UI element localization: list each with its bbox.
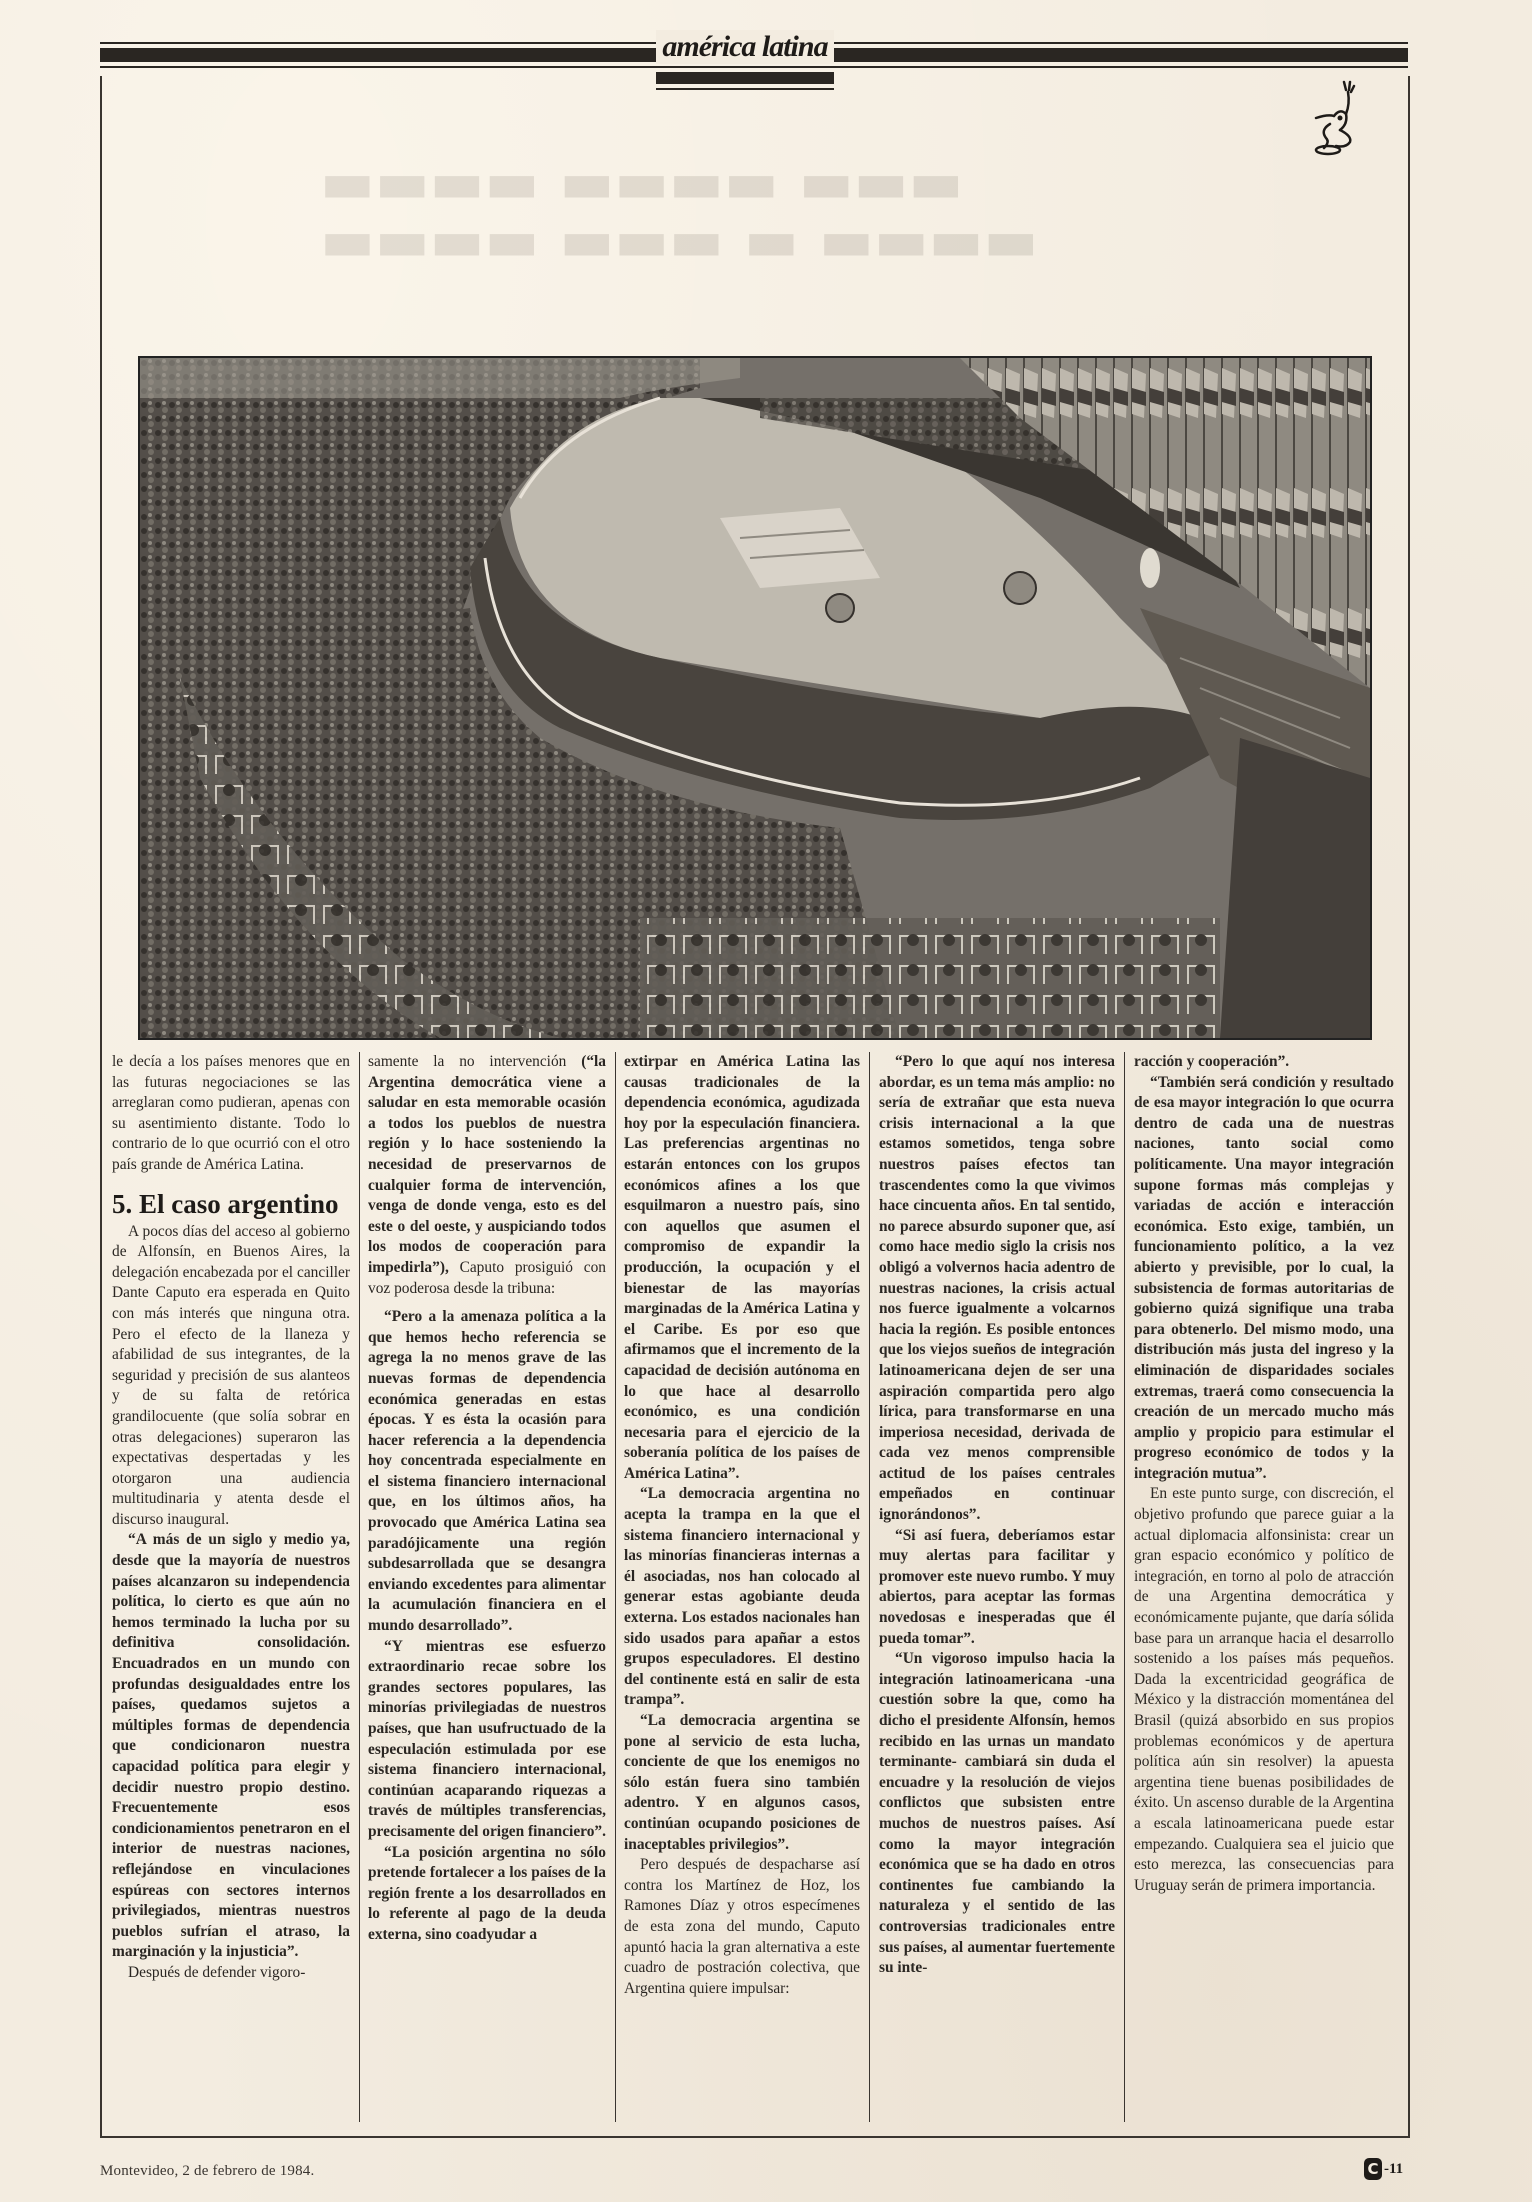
section-label-box [656,30,834,64]
article-column-2 [368,1052,606,1946]
article-column-5 [1134,1052,1394,1896]
conference-hall-photo [138,356,1372,1040]
paragraph: le decía a los países menores que en las futuras negociaciones se las arreglaran como pudieran, apenas con su asentimiento distante. Todo lo contrario de lo que ocurrió con el otro país grande de América Latina. [112,1053,350,1173]
quote-paragraph: racción y cooperación”. [1134,1053,1290,1070]
quote-text: (“la Argentina democrática viene a saludar en esta memorable ocasión a todos los pueblos de nuestra región y lo hace sosteniendo la necesidad de preservarnos de cualquier forma de intervención, venga de donde venga, esto es del este o del oeste, y auspiciando todos los modos de cooperación para impedirla”), [368,1053,606,1276]
quote-paragraph: “Si así fuera, deberíamos estar muy alertas para facilitar y promover este nuevo rumbo. Y muy abiertos, para aceptar las formas novedosas e inesperadas que él pueda tomar”. [879,1526,1115,1647]
bleed-through-decoration: ▬▬▬▬ ▬ ▬▬▬ ▬▬▬▬ [320,206,1039,274]
photo-illustration [140,358,1370,1038]
article-column-4 [879,1052,1115,1979]
dateline: Montevideo, 2 de febrero de 1984. [100,2163,315,2179]
article-column-1 [112,1052,350,1984]
paragraph-text: Caputo prosiguió con voz poderosa desde la tribuna: [368,1258,606,1297]
paragraph-text: samente la no intervención [368,1053,582,1070]
header-rule [100,66,1408,68]
paragraph-mixed [368,1052,606,1299]
quote-paragraph: “A más de un siglo y medio ya, desde que la mayoría de nuestros países alcanzaron su independencia política, lo cierto es que aún no hemos terminado la lucha por su definitiva consolidación. Encuadrados en un mundo con profundas desigualdades entre los países, quedamos sujetos a múltiples formas de dependencia que condicionaron nuestra capacidad política para elegir y decidir nuestro propio destino. Frecuentemente esos condicionamientos penetraron en el interior de nuestras naciones, reflejándose en vinculaciones espúreas con sectores internos privilegiados, mientras nuestros pueblos sufrían el atraso, la marginación y la injusticia”. [112,1531,350,1961]
section-label: américa latina [662,30,828,63]
column-divider [869,1052,870,2122]
paragraph: Después de defender vigoro- [128,1963,306,1981]
quote-paragraph: “La democracia argentina se pone al servicio de esta lucha, conciente de que los enemigos no sólo están fuera sino también adentro. Y en algunos casos, continúan ocupando posiciones de inaceptables privilegios”. [624,1712,860,1853]
page-number-block [1364,2158,1403,2180]
publication-logo-icon: C [1364,2158,1382,2180]
section-heading: 5. El caso argentino [112,1188,339,1219]
quote-paragraph: “Y mientras ese esfuerzo extraordinario recae sobre los grandes sectores populares, las minorías privilegiadas de nuestros países, que han usufructuado de la especulación estimulada por ese sistema financiero internacional, continúan acaparando riquezas a través de múltiples transferencias, precisamente del origen financiero”. [368,1637,606,1840]
column-divider [615,1052,616,2122]
quote-paragraph: extirpar en América Latina las causas tradicionales de la dependencia económica, agudizada hoy por la especulación financiera. Las preferencias argentinas no estarán entonces con los grupos económicos afines a los que esquilmaron a nuestro país, sino con aquellos que asumen el compromiso de expandir la producción, la ocupación y el bienestar de las mayorías marginadas de la América Latina y el Caribe. Es por eso que afirmamos que el incremento de la capacidad de decisión autónoma en lo que hace al desarrollo económico, es una condición necesaria para el ejercicio de la soberanía política de los países de América Latina”. [624,1053,860,1482]
cartoon-mascot-icon [1306,80,1366,160]
quote-paragraph: “La posición argentina no sólo pretende fortalecer a los países de la región frente a los desarrollados en lo referente al pago de la deuda externa, sino coadyudar a [368,1843,606,1943]
paragraph: En este punto surge, con discreción, el objetivo profundo que parece guiar a la actual diplomacia alfonsinista: crear un gran espacio económico y político de integración, en torno al polo de atracción de una Argentina democrática y económicamente pujante, que daría sólida base para un arranque hacia el desarrollo sostenido a los países más pequeños. Dada la excentricidad geográfica de México y la distracción momentánea del Brasil (quizá absorbido en sus propios problemas económicos y de apertura política aún sin resolver) la apuesta argentina tiene buenas posibilidades de éxito. Un ascenso durable de la Argentina a escala latinoamericana puede estar empezando. Cualquiera sea el juicio que esto merezca, las consecuencias para Uruguay serán de primera importancia. [1134,1485,1394,1894]
paragraph: A pocos días del acceso al gobierno de Alfonsín, en Buenos Aires, la delegación encabezada por el canciller Dante Caputo era esperada en Quito con más interés que ninguna otra. Pero el efecto de la llaneza y afabilidad de sus integrantes, de la seguridad y precisión de sus alanteos y de su falta de retórica grandilocuente (que solía sobrar en otras delegaciones) superaron las expectativas despertadas y les otorgaron una audiencia multitudinaria y atenta desde el discurso inaugural. [112,1222,350,1528]
column-divider [1124,1052,1125,2122]
quote-paragraph: “Pero lo que aquí nos interesa abordar, es un tema más amplio: no sería de extrañar que esta nueva crisis internacional a la que estamos sometidos, tenga sobre nuestros países efectos tan trascendentes como la que vivimos hace cincuenta años. En tal sentido, no parece absurdo suponer que, así como hace medio siglo la crisis nos obligó a volvernos hacia adentro de nuestras naciones, la crisis actual nos fuerce igualmente a volcarnos hacia la región. Es posible entonces que los viejos sueños de integración latinoamericana dejen de ser una aspiración compartida pero algo lírica, para transformarse en una imperiosa necesidad, derivada de cada vez menos comprensible actitud de los países centrales empeñados en continuar ignorándonos”. [879,1053,1115,1524]
section-header [100,30,1408,66]
quote-paragraph: “Pero a la amenaza política a la que hemos hecho referencia se agrega la no menos grave de las nuevas formas de dependencia económica generadas en estas épocas. Y es ésta la ocasión para hacer referencia a la dependencia hoy concentrada especialmente en el sistema financiero internacional que, en los últimos años, ha provocado que América Latina sea paradójicamente una región subdesarrollada que se desangra enviando excedentes para alimentar la acumulación financiera en el mundo desarrollado”. [368,1308,606,1635]
article-column-3 [624,1052,860,1999]
bleed-through-decoration: ▬▬▬ ▬▬▬▬ ▬▬▬▬ [320,148,964,216]
quote-paragraph: “Un vigoroso impulso hacia la integración latinoamericana -una cuestión sobre la que, como ha dicho el presidente Alfonsín, hemos recibido en las urnas un mandato terminante- cambiará sin duda el encuadre y la resolución de viejos conflictos que subsisten entre muchos de nuestros países. Así como la mayor integración económica que se ha dado en otros continentes fue cambiando la naturaleza y el sentido de las controversias tradicionales entre sus países, al aumentar fuertemente su inte- [879,1650,1115,1977]
paragraph: Pero después de despacharse así contra los Martínez de Hoz, los Ramones Díaz y otros especímenes de esta zona del mundo, Caputo apuntó hacia la gran alternativa a este cuadro de postración colectiva, que Argentina quiere impulsar: [624,1856,860,1997]
quote-paragraph: “También será condición y resultado de esa mayor integración lo que ocurra dentro de cada una de nuestras naciones, tanto social como políticamente. Una mayor integración supone formas más complejas y variadas de acción e interacción económica. Esto exige, también, un funcionamiento político, a la vez abierto y previsible, por lo cual, la subsistencia de formas autoritarias de gobierno quizá signifique una traba para obtenerlo. Del mismo modo, una distribución más justa del ingreso y la eliminación de disparidades sociales extremas, traerá como consecuencia la creación de un mercado mucho más amplio y propicio para estimular el progreso económico de todos y la integración mutua”. [1134,1073,1394,1482]
page-number: -11 [1384,2160,1404,2177]
quote-paragraph: “La democracia argentina no acepta la trampa en la que el sistema financiero internacional y las minorías financieras internas a él asociadas, nos han colocado al generar estas agobiante deuda externa. Los estados nacionales han sido usados para apañar a estos grupos especuladores. El destino del continente está en salir de esta trampa”. [624,1485,860,1709]
column-divider [359,1052,360,2122]
